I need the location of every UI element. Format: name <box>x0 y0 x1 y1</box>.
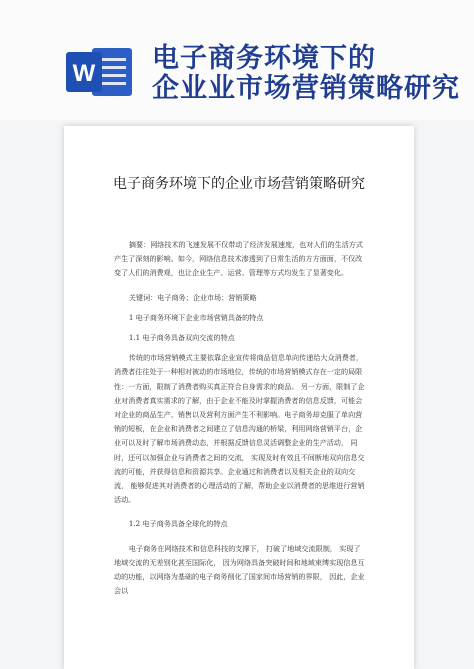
paragraph-1: 传统的市场营销模式主要依靠企业宣传将商品信息单向传递给大众消费者，消费者往往处于一种相对被动的市场地位，传统的市场营销模式存在一定的局限性：一方面，限制了消费者购买真正符合自身需求的商品。 另一方面，限制了企业对消费者真实需求的了解，由于企业不能及时掌握消费者的信息反馈，可能会对企业的商品生产、销售以及营利方面产生不利影响。电子商务却克服了单向营销的短板，在企业和消费者之间建立了信息沟通的桥梁，利用网络营销平台，企业可以及时了解市场消费动态，并根据反馈信息灵活调整企业的生产活动， 同时，还可以加强企业与消费者之间的交流， 实现及时有效且不间断地双向信息交流的可能，并获得信息和资源共享。企业通过和消费者以及相关企业的双向交流， 能够促进其对消费者的心理活动的了解，帮助企业以消费者的思维进行营销活动。 <box>114 353 365 505</box>
section-1-heading: 1 电子商务环境下企业市场营销具备的特点 <box>128 312 264 322</box>
abstract-label: 摘要： <box>128 240 151 249</box>
word-icon <box>66 44 134 100</box>
logo-letter: W <box>72 60 96 87</box>
document-title: 电子商务环境下的企业市场营销策略研究 <box>113 176 365 192</box>
keywords-label: 关键词： <box>128 292 158 302</box>
abstract <box>114 238 366 281</box>
keywords <box>114 291 366 305</box>
document-page <box>64 126 414 669</box>
section-1-2-heading: 1.2 电子商务具备全球化的特点 <box>128 519 228 529</box>
banner-title-line-2: 企业业市场营销策略研究 <box>152 73 460 104</box>
banner-header <box>0 0 474 120</box>
keywords-text: 电子商务；企业市场；营销策略 <box>157 292 257 302</box>
section-1-1-heading: 1.1 电子商务具备双向交流的特点 <box>128 333 235 343</box>
banner-title-line-1: 电子商务环境下的 <box>152 43 376 74</box>
paragraph-2: 电子商务在网络技术和信息科技的支撑下， 打破了地域交流限制， 实现了地域交流的无差别化甚至国际化， 因为网络具备突破时间和地域束缚实现信息互动的功能，以网络为基础的电子商务削化了国家间市场营销的界限， 因此，企业会以 <box>114 543 365 596</box>
document-body <box>114 238 366 598</box>
abstract-text: 网络技术的飞速发展不仅带动了经济发展速度，也对人们的生活方式产生了深刻的影响。如今，网络信息技术渗透到了日常生活的方方面面，不仅改变了人们的消费观，也让企业生产、运营、管理等方式均发生了显著变化。 <box>114 240 363 278</box>
